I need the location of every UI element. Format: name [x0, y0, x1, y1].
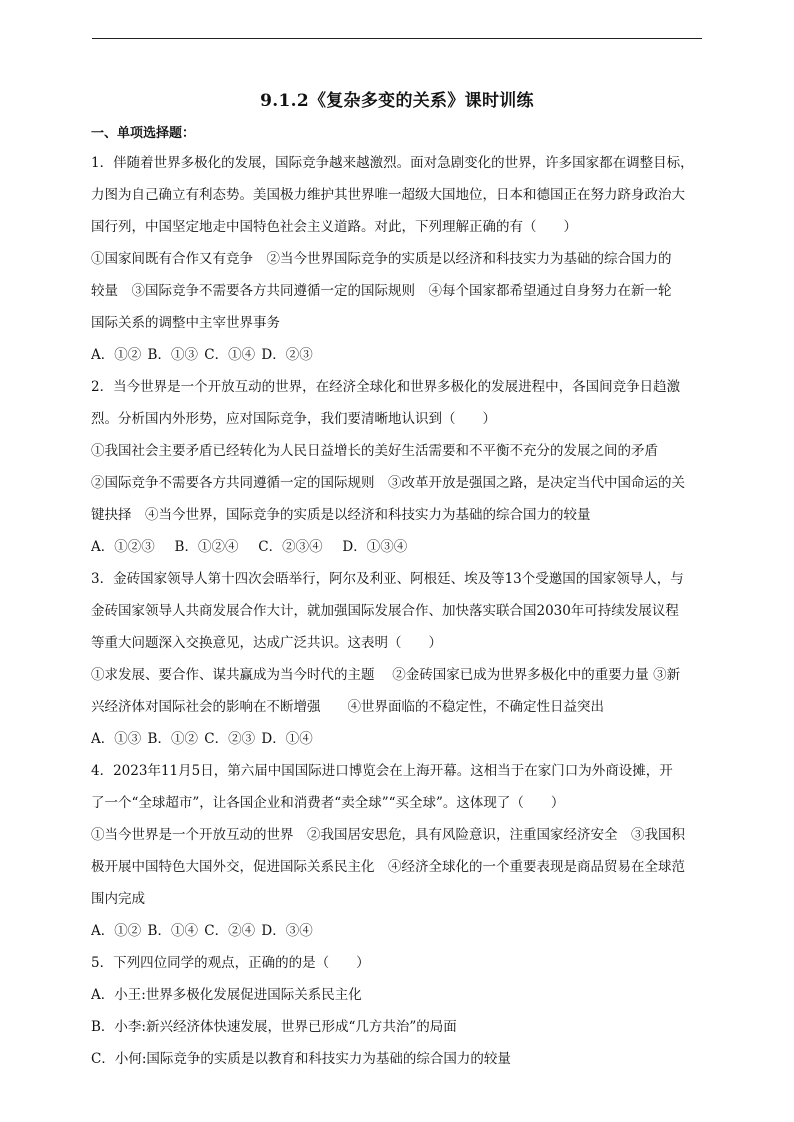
document-title: 9.1.2《复杂多变的关系》课时训练 [260, 91, 534, 111]
q2-statement-line-1: ①我国社会主要矛盾已经转化为人民日益增长的美好生活需要和不平衡不充分的发展之间的矛盾 [91, 443, 658, 459]
q4-statement-line-2: 极开展中国特色大国外交，促进国际关系民主化 ④经济全球化的一个重要表现是商品贸易在全球范 [91, 859, 685, 875]
q4-stem-line-1: 4．2023年11月5日，第六届中国国际进口博览会在上海开幕。这相当于在家门口为外商设摊，开 [91, 763, 673, 779]
q5-option-b: B．小李:新兴经济体快速发展，世界已形成“几方共治”的局面 [91, 1019, 457, 1035]
q1-statement-line-1: ①国家间既有合作又有竞争 ②当今世界国际竞争的实质是以经济和科技实力为基础的综合国力的 [91, 251, 672, 267]
q4-stem-line-2: 了一个“全球超市”，让各国企业和消费者“卖全球”“买全球”。这体现了（ ） [91, 795, 565, 811]
q1-stem-line-3: 国行列，中国坚定地走中国特色社会主义道路。对此，下列理解正确的有（ ） [91, 219, 577, 235]
q2-stem-line-1: 2．当今世界是一个开放互动的世界，在经济全球化和世界多极化的发展进程中，各国间竞争日趋激 [91, 379, 681, 395]
q3-stem-line-2: 金砖国家领导人共商发展合作大计，就加强国际发展合作、加快落实联合国2030年可持续发展议程 [91, 603, 679, 619]
q5-option-a: A．小王:世界多极化发展促进国际关系民主化 [91, 987, 362, 1003]
q3-stem-line-3: 等重大问题深入交换意见，达成广泛共识。这表明（ ） [91, 635, 442, 651]
q4-statement-line-3: 围内完成 [91, 891, 145, 907]
q1-statement-line-2: 较量 ③国际竞争不需要各方共同遵循一定的国际规则 ④每个国家都希望通过自身努力在新一轮 [91, 283, 672, 299]
q2-statement-line-2: ②国际竞争不需要各方共同遵循一定的国际规则 ③改革开放是强国之路，是决定当代中国命运的关 [91, 475, 685, 491]
document-body [91, 124, 703, 1080]
q2-options: A．①②③ B．①②④ C．②③④ D．①③④ [91, 539, 408, 555]
q2-stem-line-2: 烈。分析国内外形势，应对国际竞争，我们要清晰地认识到（ ） [91, 411, 496, 427]
q4-options: A．①② B．①④ C．②④ D．③④ [91, 923, 313, 939]
q1-stem-line-2: 力图为自己确立有利态势。美国极力维护其世界唯一超级大国地位，日本和德国正在努力跻身政治大 [91, 187, 685, 203]
q5-stem: 5．下列四位同学的观点，正确的的是（ ） [91, 955, 370, 971]
q1-stem-line-1: 1．伴随着世界多极化的发展，国际竞争越来越激烈。面对急剧变化的世界，许多国家都在调整目标， [91, 155, 694, 171]
q3-statement-line-2: 兴经济体对国际社会的影响在不断增强 ④世界面临的不稳定性，不确定性日益突出 [91, 699, 604, 715]
q1-statement-line-3: 国际关系的调整中主宰世界事务 [91, 315, 280, 331]
q3-stem-line-1: 3．金砖国家领导人第十四次会晤举行，阿尔及利亚、阿根廷、埃及等13个受邀国的国家领导人，与 [91, 571, 684, 587]
q4-statement-line-1: ①当今世界是一个开放互动的世界 ②我国居安思危，具有风险意识，注重国家经济安全 ③我国积 [91, 827, 685, 843]
q1-options: A．①② B．①③ C．①④ D．②③ [91, 347, 313, 363]
q3-statement-line-1: ①求发展、要合作、谋共赢成为当今时代的主题 ②金砖国家已成为世界多极化中的重要力量 ③新 [91, 667, 681, 683]
q5-option-c: C．小何:国际竞争的实质是以教育和科技实力为基础的综合国力的较量 [91, 1051, 511, 1067]
q3-options: A．①③ B．①② C．②③ D．①④ [91, 731, 313, 747]
q2-statement-line-3: 键抉择 ④当今世界，国际竞争的实质是以经济和科技实力为基础的综合国力的较量 [91, 507, 591, 523]
section-heading: 一、单项选择题： [91, 126, 196, 141]
header-rule [92, 38, 702, 39]
